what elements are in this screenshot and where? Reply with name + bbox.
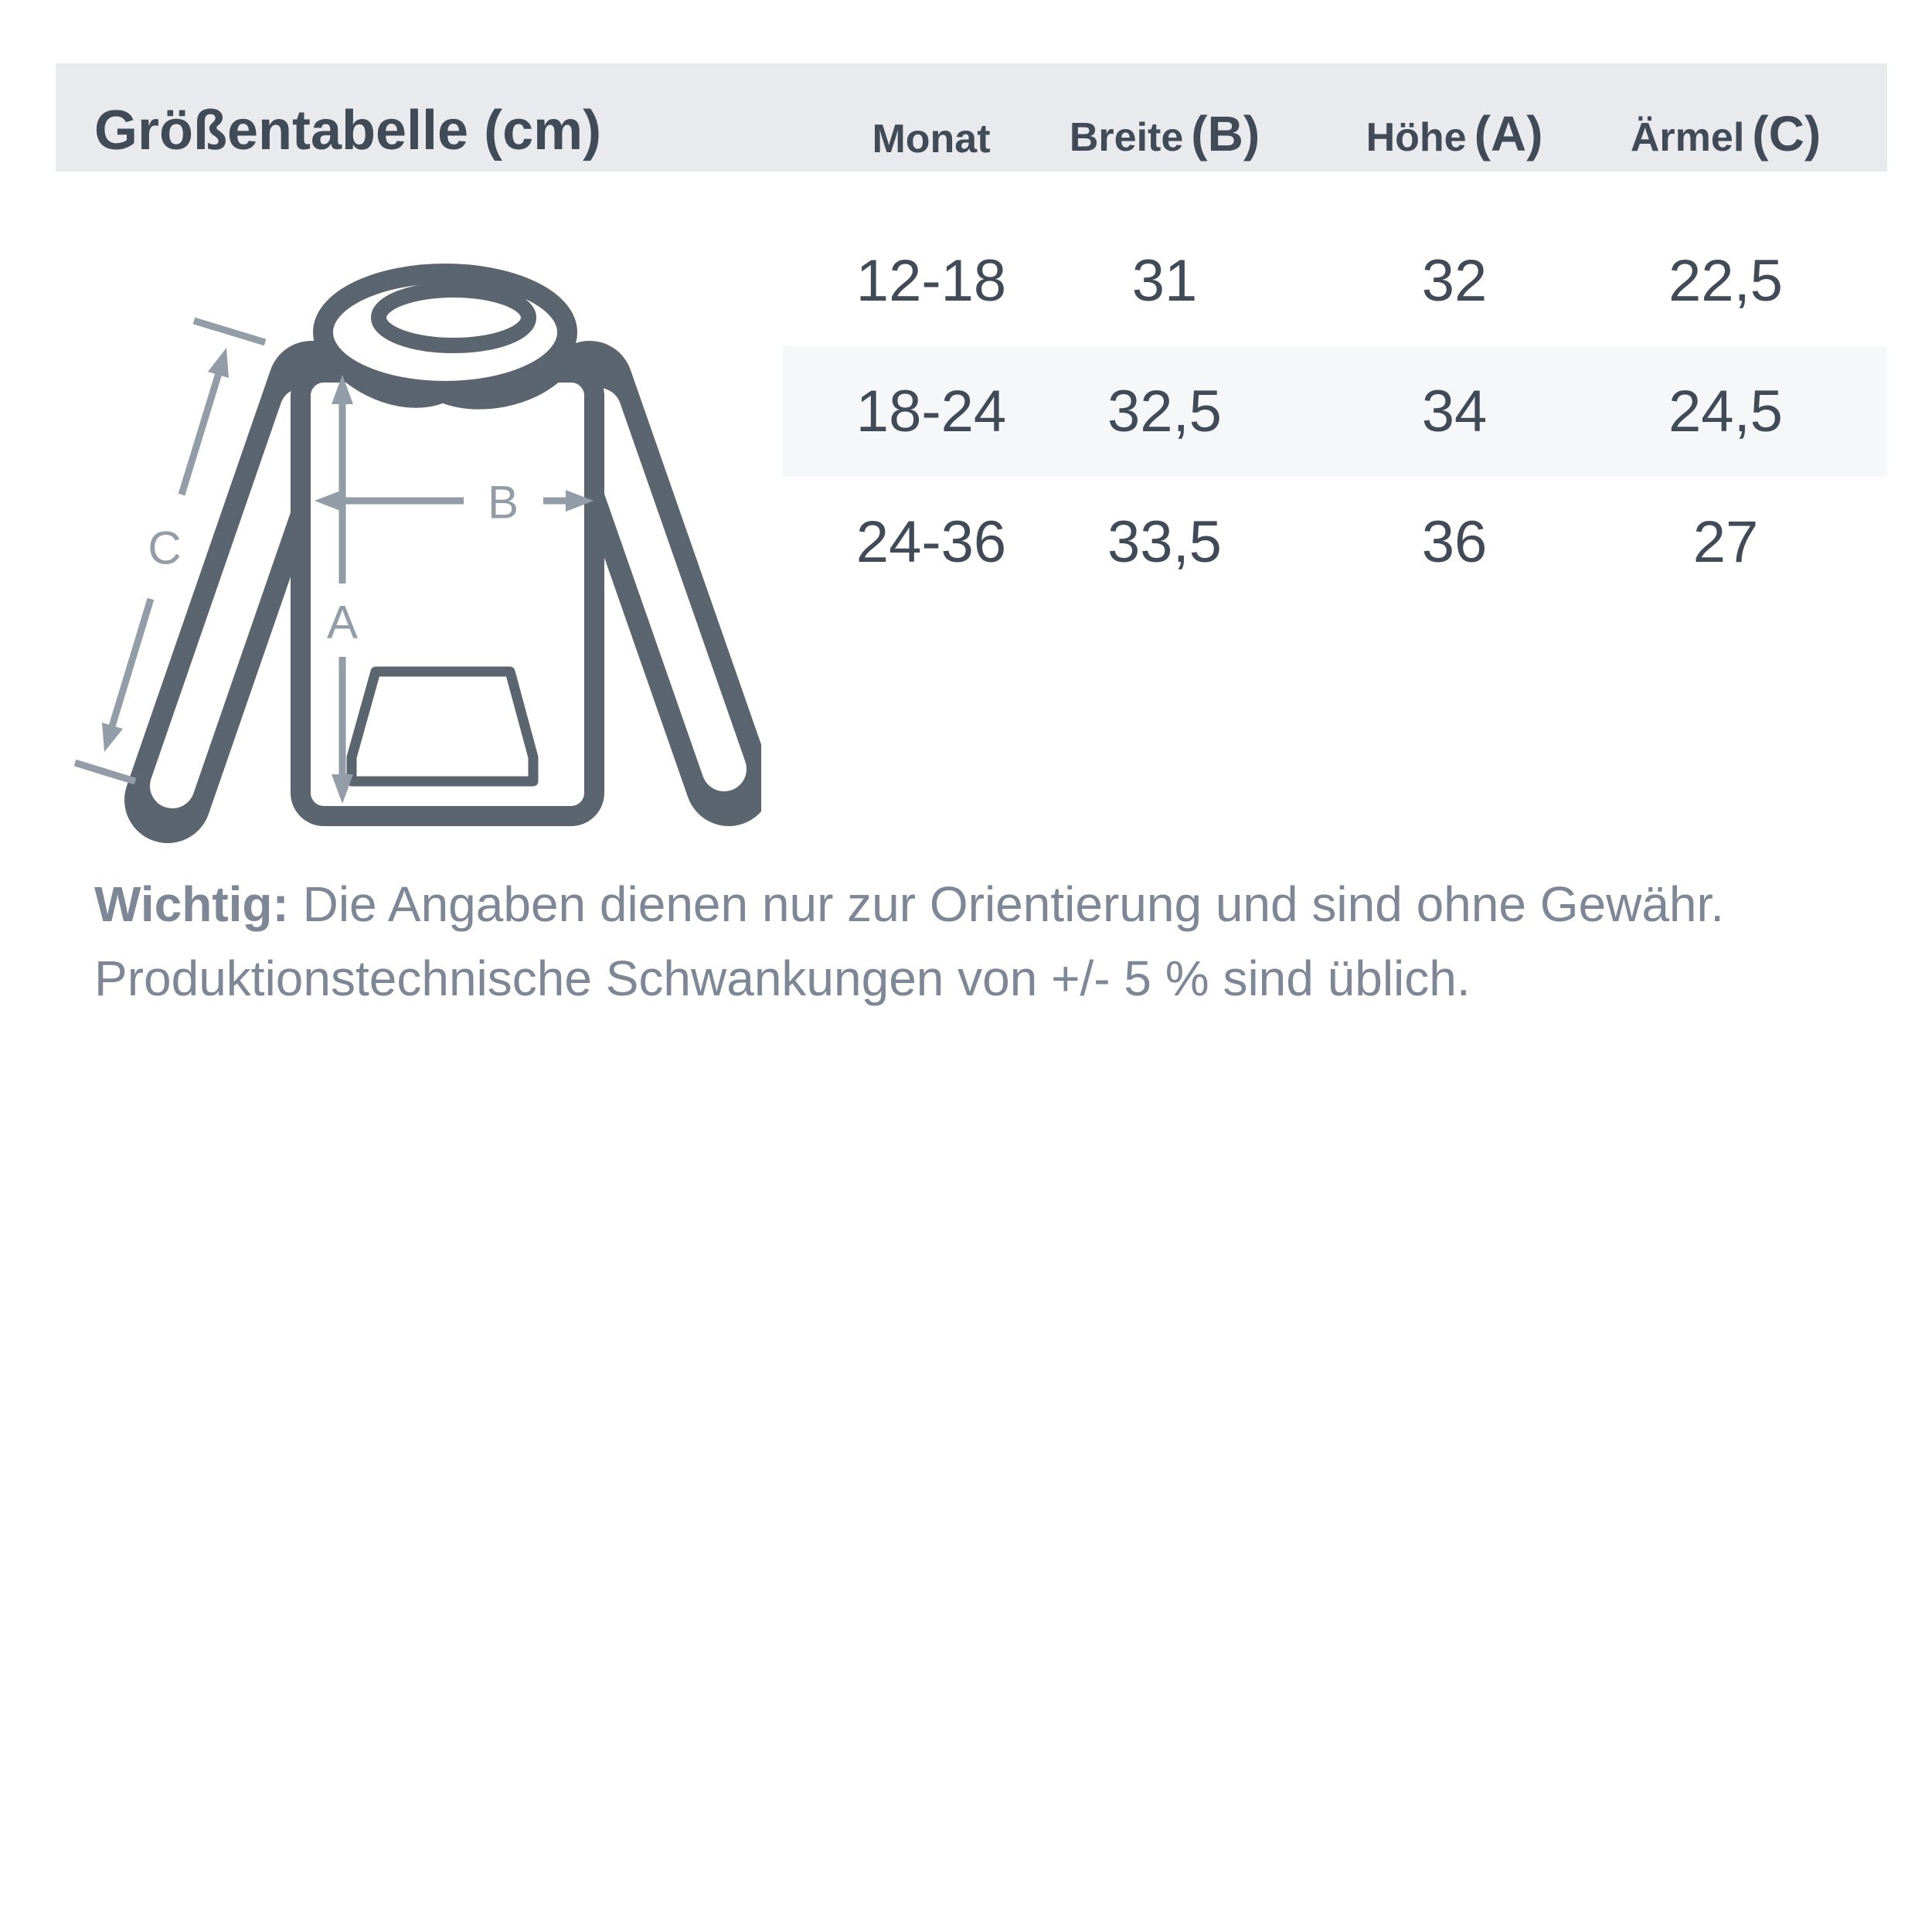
cell-breite: 31 bbox=[1131, 248, 1198, 314]
col-header-code: (B) bbox=[1191, 106, 1260, 162]
cell-monat: 24-36 bbox=[855, 509, 1007, 575]
cell-monat: 18-24 bbox=[855, 379, 1007, 444]
cell-breite: 32,5 bbox=[1107, 379, 1222, 444]
cell-hoehe: 36 bbox=[1421, 509, 1488, 575]
pocket bbox=[352, 672, 533, 781]
page-title: Größentabelle (cm) bbox=[94, 100, 602, 162]
col-header-label: Höhe bbox=[1366, 115, 1467, 160]
disclaimer-note bbox=[94, 867, 1872, 1015]
col-header-code: (A) bbox=[1474, 106, 1543, 162]
disclaimer-bold: Wichtig: bbox=[94, 876, 289, 932]
table-row bbox=[783, 346, 1887, 477]
col-header-aermel bbox=[1594, 105, 1857, 162]
cell-monat: 12-18 bbox=[855, 248, 1007, 314]
cell-breite: 33,5 bbox=[1107, 509, 1222, 575]
disclaimer-text: Die Angaben dienen nur zur Orientierung und sind ohne Gewähr. bbox=[302, 876, 1725, 932]
col-header-breite bbox=[1033, 105, 1296, 162]
cell-aermel: 24,5 bbox=[1668, 379, 1783, 444]
size-table-body bbox=[783, 216, 1887, 607]
cell-aermel: 27 bbox=[1692, 509, 1759, 575]
table-row bbox=[783, 477, 1887, 607]
disclaimer-line-1 bbox=[94, 867, 1872, 941]
cell-hoehe: 32 bbox=[1421, 248, 1488, 314]
cell-aermel: 22,5 bbox=[1668, 248, 1783, 314]
column-headers bbox=[783, 100, 1887, 162]
label-a: A bbox=[326, 596, 359, 648]
size-table-header-bar bbox=[56, 63, 1887, 172]
hood-opening bbox=[379, 290, 529, 345]
col-header-label: Monat bbox=[872, 117, 991, 162]
col-header-label: Breite bbox=[1069, 115, 1184, 160]
col-header-code: (C) bbox=[1752, 106, 1821, 162]
col-header-hoehe bbox=[1323, 105, 1586, 162]
hoodie-diagram bbox=[73, 259, 761, 877]
table-row bbox=[783, 216, 1887, 346]
disclaimer-line-2: Produktionstechnische Schwankungen von +/- 5 % sind üblich. bbox=[94, 951, 1471, 1006]
col-header-label: Ärmel bbox=[1630, 115, 1745, 160]
hoodie-outline bbox=[168, 274, 729, 816]
col-header-monat bbox=[800, 116, 1063, 162]
label-c: C bbox=[148, 522, 182, 574]
cell-hoehe: 34 bbox=[1421, 379, 1488, 444]
label-b: B bbox=[487, 476, 519, 529]
